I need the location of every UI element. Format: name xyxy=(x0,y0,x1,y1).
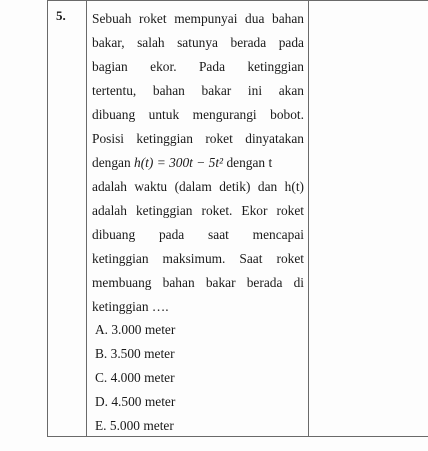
question-line: dengan xyxy=(92,155,131,170)
question-line: ketinggian …. xyxy=(92,299,169,314)
question-line: tertentu, bahan bakar ini akan xyxy=(92,83,304,98)
table-top-border xyxy=(47,0,428,1)
option-b: B. 3.500 meter xyxy=(95,346,175,361)
answer-options xyxy=(95,318,175,438)
table-right-divider xyxy=(308,0,309,436)
option-c: C. 4.000 meter xyxy=(95,370,175,385)
option-a: A. 3.000 meter xyxy=(95,322,176,337)
option-e: E. 5.000 meter xyxy=(95,418,174,433)
question-line: dibuang untuk mengurangi bobot. xyxy=(92,107,304,122)
height-formula: h(t) = 300t − 5t² xyxy=(134,155,224,170)
question-number: 5. xyxy=(56,8,66,23)
question-formula-line xyxy=(92,151,304,175)
question-line: bakar, salah satunya berada pada xyxy=(92,35,304,50)
question-line: bagian ekor. Pada ketinggian xyxy=(92,59,304,74)
formula-suffix: dengan t xyxy=(226,155,273,170)
question-line: ketinggian maksimum. Saat roket xyxy=(92,251,304,266)
question-line: adalah waktu (dalam detik) dan h(t) xyxy=(92,179,304,194)
question-line: membuang bahan bakar berada di xyxy=(92,275,304,290)
question-text xyxy=(92,7,304,319)
table-column-divider xyxy=(86,0,87,436)
option-d: D. 4.500 meter xyxy=(95,394,176,409)
question-line: dibuang pada saat mencapai xyxy=(92,227,304,242)
question-line: Sebuah roket mempunyai dua bahan xyxy=(92,11,304,26)
table-left-border xyxy=(47,0,48,436)
question-line: Posisi ketinggian roket dinyatakan xyxy=(92,131,304,146)
question-line: adalah ketinggian roket. Ekor roket xyxy=(92,203,304,218)
